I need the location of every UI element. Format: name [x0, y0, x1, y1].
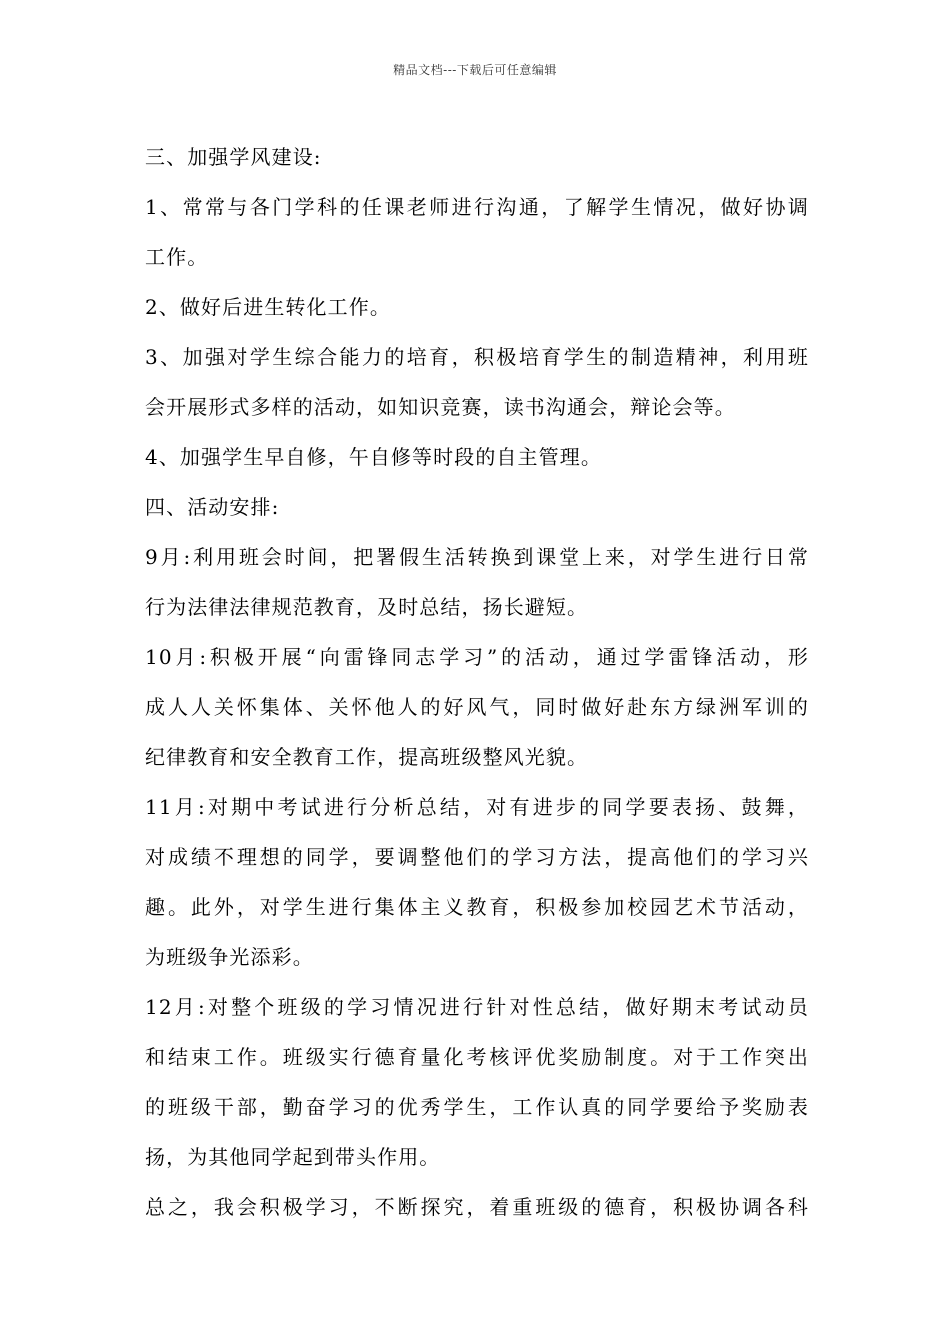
paragraph-line: 扬，为其他同学起到带头作用。: [145, 1145, 441, 1169]
paragraph-line: 12月:对整个班级的学习情况进行针对性总结，做好期末考试动员: [145, 995, 809, 1019]
paragraph-line: 10月:积极开展“向雷锋同志学习”的活动，通过学雷锋活动，形: [145, 645, 809, 669]
paragraph-line: 1、常常与各门学科的任课老师进行沟通，了解学生情况，做好协调: [145, 195, 809, 219]
paragraph-line: 总之，我会积极学习，不断探究，着重班级的德育，积极协调各科: [145, 1195, 809, 1219]
paragraph-line: 3、加强对学生综合能力的培育，积极培育学生的制造精神，利用班: [145, 345, 809, 369]
paragraph-line: 对成绩不理想的同学，要调整他们的学习方法，提高他们的学习兴: [145, 845, 809, 869]
paragraph-line: 11月:对期中考试进行分析总结，对有进步的同学要表扬、鼓舞，: [145, 795, 809, 819]
page-header: 精品文档---下载后可任意编辑: [393, 63, 557, 77]
paragraph-line: 趣。此外，对学生进行集体主义教育，积极参加校园艺术节活动，: [145, 895, 809, 919]
paragraph-line: 2、做好后进生转化工作。: [145, 295, 391, 319]
section-heading-study-style: 三、加强学风建设:: [145, 145, 322, 169]
paragraph-line: 9月:利用班会时间，把署假生活转换到课堂上来，对学生进行日常: [145, 545, 809, 569]
paragraph-line: 纪律教育和安全教育工作，提高班级整风光貌。: [145, 745, 589, 769]
paragraph-line: 成人人关怀集体、关怀他人的好风气，同时做好赴东方绿洲军训的: [145, 695, 809, 719]
paragraph-line: 行为法律法律规范教育，及时总结，扬长避短。: [145, 595, 589, 619]
paragraph-line: 和结束工作。班级实行德育量化考核评优奖励制度。对于工作突出: [145, 1045, 809, 1069]
paragraph-line: 4、加强学生早自修，午自修等时段的自主管理。: [145, 445, 602, 469]
section-heading-activities: 四、活动安排:: [145, 495, 280, 519]
paragraph-line: 会开展形式多样的活动，如知识竞赛，读书沟通会，辩论会等。: [145, 395, 736, 419]
document-body: [145, 132, 809, 1232]
paragraph-line: 为班级争光添彩。: [145, 945, 314, 969]
paragraph-line: 的班级干部，勤奋学习的优秀学生，工作认真的同学要给予奖励表: [145, 1095, 809, 1119]
paragraph-line: 工作。: [145, 245, 209, 269]
